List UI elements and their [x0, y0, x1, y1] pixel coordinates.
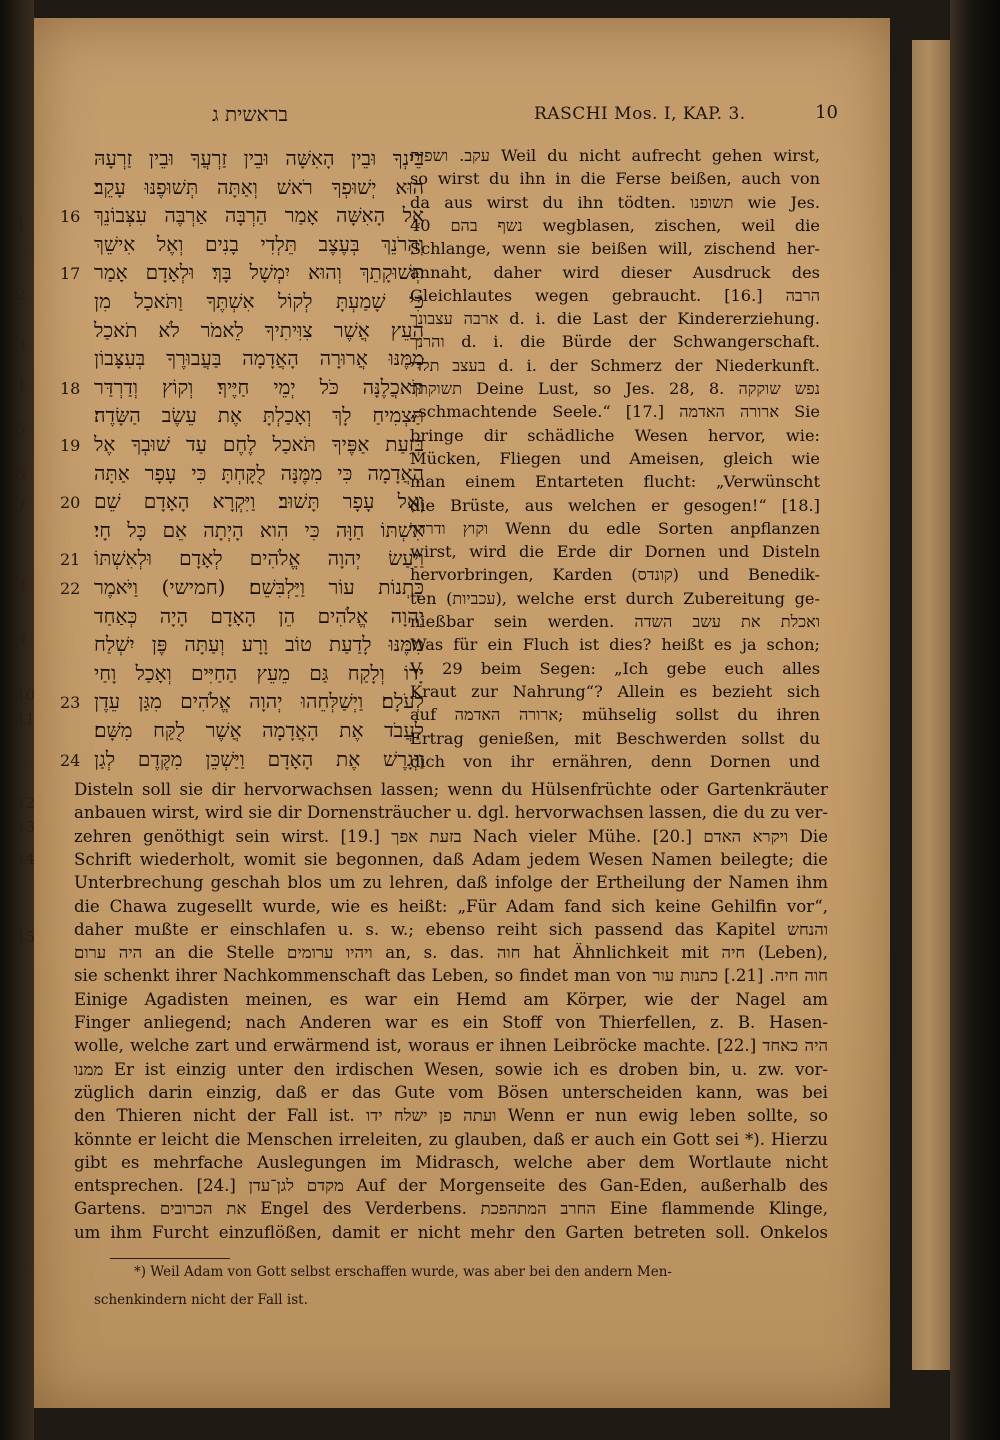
commentary-line: Ertrag genießen, mit Beschwerden sollst du — [410, 728, 820, 748]
page-number: 10 — [815, 102, 838, 123]
commentary-line: היה ערום an die Stelle ויהיו ערומים an, s. das. חוה hat Ähnlichkeit mit חיה (Leben), — [74, 943, 828, 963]
commentary-line: Gleichlautes wegen gebraucht. [16.] הרבה — [410, 285, 820, 305]
header-title: RASCHI Mos. I, KAP. 3. — [534, 104, 746, 124]
hebrew-line: כָּתְנוֹת עוֹר וַיַּלְבִּשֵׁם׃ (חמישי) וַיֹּאמֶר — [94, 575, 424, 599]
commentary-line: Was für ein Fluch ist dies? heißt es ja schon; — [410, 635, 820, 655]
hebrew-line: וַיַּעַשׂ יְהוָה אֱלֹהִים לְאָדָם וּלְאִשְׁתּוֹ — [94, 546, 424, 571]
hebrew-line: הָעֵץ אֲשֶׁר צִוִּיתִיךָ לֵאמֹר לֹא תֹאכַל — [94, 317, 424, 342]
commentary-line: könnte er leicht die Menschen irreleiten, zu glauben, daß er auch ein Gott sei *). Hierzu — [74, 1129, 828, 1149]
hebrew-line: מִמֶּנּוּ לָדַעַת טוֹב וָרָע וְעַתָּה פֶּן יִשְׁלַח — [94, 632, 424, 657]
verse-number: 24 — [60, 750, 81, 770]
commentary-line: den Thieren nicht der Fall ist. ועתה פן ישלח ידו Wenn er nun ewig leben sollte, so — [74, 1106, 828, 1126]
commentary-line: daher mußte er einschlafen u. s. w.; ebenso reiht sich passend das Kapitel והנחש — [74, 919, 828, 939]
commentary-line: תשוקתך Deine Lust, so Jes. 28, 8. נפש שוקקה — [410, 379, 820, 398]
commentary-line: annaht, daher wird dieser Ausdruck des — [410, 262, 820, 282]
commentary-right-column — [410, 146, 830, 786]
hebrew-text-column — [54, 146, 424, 776]
footnote-line: *) Weil Adam von Gott selbst erschaffen wurde, was aber bei den andern Men- — [134, 1264, 672, 1280]
verse-number: 22 — [60, 579, 81, 598]
hebrew-line: אִשְׁתּוֹ חַוָּה כִּי הִוא הָיְתָה אֵם כָּל חָי׃ — [94, 517, 424, 542]
margin-line-number: 4 — [16, 378, 26, 396]
margin-line-number: 10 — [16, 686, 36, 704]
verse-number: 18 — [60, 378, 81, 398]
margin-line-number: 13 — [16, 818, 36, 836]
footnote-rule — [110, 1258, 230, 1259]
commentary-line: עקב. ושפית Weil du nicht aufrecht gehen wirst, — [410, 146, 820, 165]
commentary-line: Gartens. את הכרובים Engel des Verderbens. החרב המתהפכת Eine flammende Klinge, — [74, 1199, 828, 1219]
margin-line-number: 5 — [16, 420, 26, 438]
hebrew-line: וַיְגָרֶשׁ אֶת הָאָדָם וַיַּשְׁכֵּן מִקֶּדֶם לְגַן — [94, 746, 424, 771]
page-stack-edge — [912, 40, 952, 1370]
commentary-line: Disteln soll sie dir hervorwachsen lassen; wenn du Hülsenfrüchte oder Gartenkräuter — [74, 780, 828, 799]
hebrew-line: אֶל הָאִשָּׁה אָמַר הַרְבָּה אַרְבֶּה עִצְּבוֹנֵךְ — [94, 203, 424, 228]
hebrew-line: בֵּינְךָ וּבֵין הָאִשָּׁה וּבֵין זַרְעֲךָ וּבֵין זַרְעָהּ — [94, 146, 424, 170]
commentary-line: וקוץ ודרדר Wenn du edle Sorten anpflanzen — [410, 518, 820, 538]
commentary-line: Finger anliegend; nach Anderen war es ein Stoff von Thierfellen, z. B. Hasen- — [74, 1013, 828, 1032]
commentary-line: ממנו Er ist einzig unter den irdischen Wesen, sowie ich es droben bin, u. zw. vor- — [74, 1059, 828, 1079]
verse-number: 20 — [60, 493, 81, 513]
commentary-line: bringe dir schädliche Wesen hervor, wie: — [410, 425, 820, 445]
hebrew-line: לַעֲבֹד אֶת הָאֲדָמָה אֲשֶׁר לֻקַּח מִשָּׁם׃ — [94, 718, 424, 742]
commentary-line: dich von ihr ernähren, denn Dornen und — [410, 751, 820, 771]
hebrew-line: וְהֵרֹנֵךְ בְּעֶצֶב תֵּלְדִי בָנִים וְאֶל אִישֵׁךְ — [94, 231, 424, 256]
commentary-line: so wirst du ihn in die Ferse beißen, auch von — [410, 169, 820, 189]
page-header — [94, 102, 850, 132]
commentary-line: 40 נשף בהם wegblasen, zischen, weil die — [410, 215, 820, 235]
commentary-line: Mücken, Fliegen und Ameisen, gleich wie — [410, 448, 820, 468]
margin-line-number: 14 — [16, 850, 36, 868]
commentary-line: Unterbrechung geschah blos um zu lehren, daß infolge der Ertheilung der Namen ihm — [74, 873, 828, 893]
verse-number: 19 — [60, 436, 81, 455]
commentary-line: V. 29 beim Segen: „Ich gebe euch alles — [410, 658, 820, 678]
footnote-line: schenkindern nicht der Fall ist. — [94, 1292, 308, 1308]
commentary-line: והרנך d. i. die Bürde der Schwangerschaft. — [410, 332, 820, 352]
hebrew-line: תַּצְמִיחַ לָךְ וְאָכַלְתָּ אֶת עֵשֶׂב הַשָּׂדֶה׃ — [94, 403, 424, 428]
verse-number: 21 — [60, 550, 81, 570]
hebrew-line: תְּשׁוּקָתֵךְ וְהוּא יִמְשָׁל בָּךְ׃ וּלְאָדָם אָמַר — [94, 260, 424, 285]
margin-line-number: 11 — [16, 710, 36, 728]
commentary-line: gibt es mehrfache Auslegungen im Midrasch, welche aber dem Wortlaute nicht — [74, 1152, 828, 1172]
book-page — [16, 18, 890, 1408]
commentary-line: züglich darin einzig, daß er das Gute vom Bösen unterscheiden kann, was bei — [74, 1082, 828, 1102]
hebrew-line: הָאֲדָמָה כִּי מִמֶּנָּה לֻקָּחְתָּ כִּי עָפָר אַתָּה — [94, 460, 424, 485]
book-cover-right — [950, 0, 1000, 1440]
commentary-line: wolle, welche zart und erwärmend ist, woraus er ihnen Leibröcke machte. [22.] היה כאחד — [74, 1036, 828, 1056]
commentary-line: um ihm Furcht einzuflößen, damit er nicht mehr den Garten betreten soll. Onkelos — [74, 1222, 828, 1242]
commentary-line: ten (עכביות), welche erst durch Zubereitung ge- — [410, 588, 820, 608]
hebrew-line: יָדוֹ וְלָקַח גַּם מֵעֵץ הַחַיִּים וְאָכַל וָחַי — [94, 660, 424, 685]
verse-number: 16 — [60, 207, 81, 227]
hebrew-line: בְּזֵעַת אַפֶּיךָ תֹּאכַל לֶחֶם עַד שׁוּבְךָ אֶל — [94, 432, 424, 456]
margin-line-number: 12 — [16, 794, 36, 812]
hebrew-line: תֹּאכֲלֶנָּה כֹּל יְמֵי חַיֶּיךָ׃ וְקוֹץ וְדַרְדַּר — [94, 374, 424, 399]
commentary-line: anbauen wirst, wird sie dir Dornensträucher u. dgl. hervorwachsen lassen, die du zu ver- — [74, 803, 828, 823]
commentary-line: Kraut zur Nahrung“? Allein es bezieht sich — [410, 681, 820, 701]
hebrew-line: וְאֶל עָפָר תָּשׁוּב׃ וַיִּקְרָא הָאָדָם שֵׁם — [94, 489, 424, 514]
margin-line-number: 8 — [16, 576, 26, 594]
hebrew-line: לְעֹלָם׃ וַיְשַׁלְּחֵהוּ יְהוָה אֱלֹהִים מִגַּן עֵדֶן — [94, 689, 424, 714]
commentary-line: nießbar sein werden. ואכלת את עשב השדה — [410, 612, 820, 631]
commentary-line: die Brüste, aus welchen er gesogen!“ [18.] — [410, 495, 820, 515]
margin-line-number: 6 — [16, 466, 26, 484]
commentary-line: man einem Entarteten flucht: „Verwünscht — [410, 472, 820, 492]
commentary-line: wirst, wird die Erde dir Dornen und Disteln — [410, 542, 820, 562]
hebrew-line: כִּי שָׁמַעְתָּ לְקוֹל אִשְׁתֶּךָ וַתֹּאכַל מִן — [94, 289, 424, 313]
commentary-line: בעצב תלדי d. i. der Schmerz der Niederkunft. — [410, 355, 820, 375]
margin-line-number: 7 — [16, 498, 26, 516]
commentary-line: da aus wirst du ihn tödten. תשופנו wie Jes. — [410, 192, 820, 212]
verse-number: 23 — [60, 693, 81, 713]
hebrew-line: יְהוָה אֱלֹהִים הֵן הָאָדָם הָיָה כְּאַחַד — [94, 603, 424, 628]
margin-line-number: 2 — [16, 286, 26, 304]
commentary-line: zehren genöthigt sein wirst. [19.] בזעת אפך Nach vieler Mühe. [20.] ויקרא האדם Die — [74, 826, 828, 846]
hebrew-line: הוּא יְשׁוּפְךָ רֹאשׁ וְאַתָּה תְּשׁוּפֶנּוּ עָקֵב׃ — [94, 174, 424, 199]
commentary-line: „schmachtende Seele.“ [17.] ארורה האדמה Sie — [410, 402, 820, 422]
margin-line-number: 1 — [16, 216, 26, 234]
margin-line-number: 9 — [16, 630, 26, 648]
margin-line-number: 3 — [16, 336, 26, 354]
margin-line-number: 15 — [16, 928, 36, 946]
commentary-line: entsprechen. [24.] מקדם לגן־עדן Auf der Morgenseite des Gan-Eden, außerhalb des — [74, 1176, 828, 1196]
commentary-line: hervorbringen, Karden (קונדס) und Benedik- — [410, 565, 820, 585]
commentary-line: die Chawa zugesellt wurde, wie es heißt: „Für Adam fand sich keine Gehilfin vor“, — [74, 896, 828, 916]
commentary-line: ארבה עצבונך d. i. die Last der Kindererziehung. — [410, 309, 820, 329]
commentary-line: Schlange, wenn sie beißen will, zischend her- — [410, 239, 820, 259]
commentary-line: sie schenkt ihrer Nachkommenschaft das Leben, so findet man von חוה חיה. [21.] כתנות עור — [74, 966, 828, 986]
header-hebrew-title: בראשית ג — [212, 102, 289, 126]
hebrew-line: מִמֶּנּוּ אֲרוּרָה הָאֲדָמָה בַּעֲבוּרֶךָ בְּעִצָּבוֹן — [94, 346, 424, 371]
verse-number: 17 — [60, 264, 81, 284]
commentary-line: Schrift wiederholt, womit sie begonnen, daß Adam jedem Wesen Namen beilegte; die — [74, 849, 828, 869]
commentary-line: Einige Agadisten meinen, es war ein Hemd am Körper, wie der Nagel am — [74, 989, 828, 1009]
commentary-line: auf ארורה האדמה; mühselig sollst du ihren — [410, 705, 820, 725]
